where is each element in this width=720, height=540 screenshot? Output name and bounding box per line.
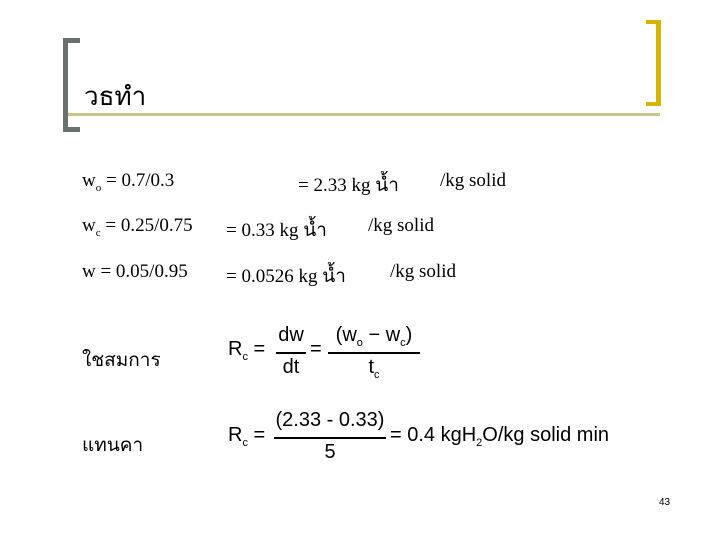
wo-expr: = 0.7/0.3 [105,170,175,191]
eq1-frac2-num-close: ) [405,324,413,346]
eq1-frac1-bar [276,352,306,354]
eq1-frac2-num-sub2: c [400,337,406,349]
right-bracket-top [646,20,661,24]
left-bracket-top [63,38,80,43]
wo-line [82,170,174,192]
eq1-lhs-var: R [228,338,243,360]
w-unit: /kg solid [390,261,456,282]
eq2-rhs-sub: 2 [476,437,483,449]
left-bracket-bottom [63,127,80,132]
wc-sub: c [95,227,101,239]
eq2-lhs [228,424,265,447]
eq1-lhs [228,338,265,361]
eq1-frac2-den-sub: c [374,369,380,381]
page-number: 43 [659,497,671,508]
use-equation-label: ใชสมการ [82,350,161,371]
substitute-label: แทนคา [82,435,144,456]
wc-expr: = 0.25/0.75 [105,215,193,236]
eq1-frac2-den [328,356,420,379]
eq1-frac2-bar [328,352,420,354]
eq1-lhs-sub: c [242,351,248,363]
wo-var: w [82,170,96,191]
left-bracket-underline [68,113,660,116]
wc-result: = 0.33 kg น้ำ [226,220,327,241]
eq2-rhs [390,424,609,447]
left-bracket-vertical [63,38,68,132]
eq2-lhs-sub: c [242,437,248,449]
wc-unit: /kg solid [368,215,434,236]
eq1-frac2-num-sub1: o [356,337,363,349]
eq2-rhs-b: O/kg solid min [482,424,610,446]
eq2-rhs-a: = 0.4 kgH [390,424,477,446]
slide-title: วธทำ [84,82,147,111]
w-result: = 0.0526 kg น้ำ [226,266,346,287]
eq1-equals: = [253,338,266,360]
wo-sub: o [95,182,102,194]
eq2-bar [274,437,386,439]
eq1-frac1-num: dw [278,324,304,346]
eq2-lhs-var: R [228,424,243,446]
eq1-frac2-den-var: t [368,356,375,378]
eq1-frac2-num [328,324,420,347]
right-bracket-vertical [656,20,661,106]
eq2-den: 5 [324,441,336,463]
wo-result: = 2.33 kg น้ำ [298,175,399,196]
wc-line [82,215,193,237]
w-expr: w = 0.05/0.95 [82,261,188,282]
wc-var: w [82,215,96,236]
wo-unit: /kg solid [440,170,506,191]
eq2-num: (2.33 - 0.33) [275,409,385,431]
eq1-equals-2: = [310,338,322,360]
eq1-frac1-den: dt [282,356,300,378]
eq1-frac2-num-minus: − w [362,324,401,346]
eq2-equals: = [253,424,266,446]
eq1-frac2-num-open: (w [335,324,357,346]
right-bracket-bottom [646,102,661,106]
